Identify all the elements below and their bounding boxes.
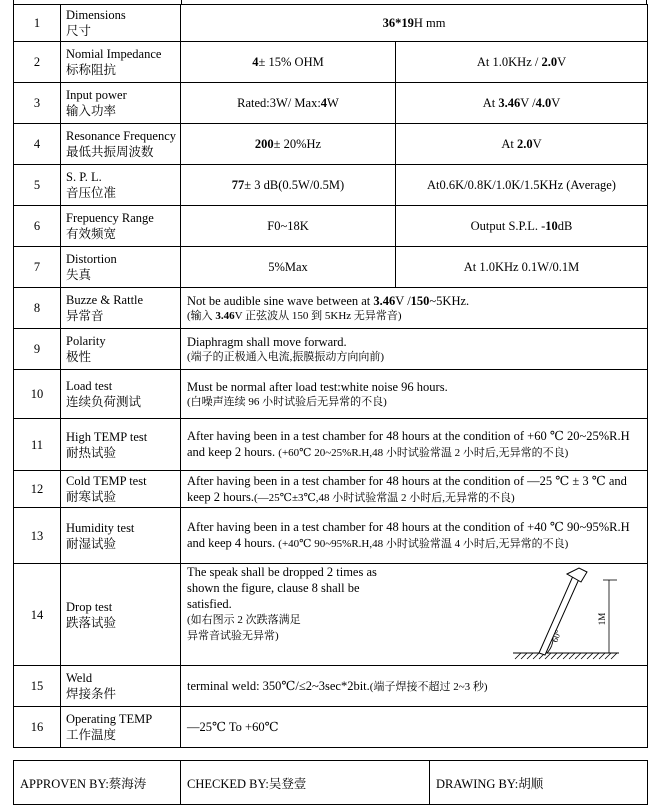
description-cn: (+40℃ 90~95%R.H,48 小时试验常温 4 小时后,无异常的不良) <box>278 538 569 550</box>
value-bold: 36*19 <box>382 16 414 30</box>
table-row <box>14 206 648 247</box>
item-name-cn: 耐湿试验 <box>66 536 117 551</box>
row-number: 9 <box>14 329 61 370</box>
value-cell <box>181 5 648 42</box>
item-name-cn: 极性 <box>66 350 92 364</box>
item-name-en: Humidity test <box>66 520 135 535</box>
description-text: ~5KHz. <box>429 293 470 308</box>
description-bold: 3.46 <box>373 293 396 308</box>
value-bold: 4 <box>252 55 259 69</box>
description-cn-line1: (如右图示 2 次跌落满足 <box>187 614 301 626</box>
drop-test-content <box>187 564 641 664</box>
table-row <box>14 83 648 124</box>
value-cell <box>181 247 396 288</box>
speaker-top <box>567 568 587 582</box>
spec-sheet <box>13 0 647 803</box>
description-cell <box>181 370 648 419</box>
row-number: 8 <box>14 288 61 329</box>
value-bold: 4 <box>320 96 328 110</box>
description-cell <box>181 471 648 508</box>
item-name-en: Load test <box>66 379 113 393</box>
row-number: 15 <box>14 666 61 707</box>
item-name-cn: 耐寒试验 <box>66 490 117 504</box>
item-name-cn: 音压位准 <box>66 186 117 200</box>
row-number: 3 <box>14 83 61 124</box>
item-name-en: Cold TEMP test <box>66 474 147 488</box>
description-cn: (+60℃ 20~25%R.H,48 小时试验常温 2 小时后,无异常的不良) <box>278 447 569 459</box>
signature-table <box>13 760 648 805</box>
condition-unit: V / <box>520 96 536 110</box>
description-en: After having been in a test chamber for 48 hours at the condition of +40 ℃ 90~95%R.H and keep 4 hours. <box>187 520 630 550</box>
item-name-en: Buzze & Rattle <box>66 293 144 307</box>
item-name <box>61 288 181 329</box>
approved-by: APPROVEN BY:蔡海涛 <box>14 761 181 805</box>
drawing-by: DRAWING BY:胡顺 <box>430 761 648 805</box>
item-name <box>61 666 181 707</box>
drop-test-figure <box>507 566 637 662</box>
drop-test-text <box>187 564 387 644</box>
item-name-cn: 异常音 <box>66 309 104 323</box>
item-name <box>61 206 181 247</box>
ground-hatch <box>515 653 617 659</box>
item-name <box>61 124 181 165</box>
spec-table <box>13 4 648 748</box>
condition-cell <box>396 124 648 165</box>
item-name <box>61 329 181 370</box>
description-bold: 3.46 <box>215 309 235 322</box>
condition-bold: 2.0 <box>516 137 533 151</box>
item-name-en: Nomial Impedance <box>66 47 162 61</box>
condition-text: At 1.0KHz / <box>476 55 542 69</box>
condition-text: At <box>482 96 499 110</box>
table-row <box>14 288 648 329</box>
value-bold: 200 <box>254 137 274 151</box>
description-cell <box>181 508 648 564</box>
item-name-en: Resonance Frequency <box>66 129 177 143</box>
item-name-cn: 最低共振周波数 <box>66 145 154 159</box>
description-cn: (白噪声连续 96 小时试验后无异常的不良) <box>187 395 387 408</box>
condition-text: At0.6K/0.8K/1.0K/1.5KHz (Average) <box>427 178 616 192</box>
condition-bold: 3.46 <box>498 96 521 110</box>
row-number: 10 <box>14 370 61 419</box>
item-name-cn: 标称阻抗 <box>66 63 117 77</box>
table-row <box>14 42 648 83</box>
table-row <box>14 329 648 370</box>
value-text: Rated:3W/ Max: <box>237 96 321 110</box>
condition-text: Output S.P.L. - <box>470 219 546 233</box>
row-number: 13 <box>14 508 61 564</box>
table-row <box>14 666 648 707</box>
row-number: 2 <box>14 42 61 83</box>
condition-unit: V <box>551 96 561 110</box>
row-number: 16 <box>14 707 61 748</box>
table-row <box>14 5 648 42</box>
item-name-en: Operating TEMP <box>66 712 153 726</box>
item-name <box>61 83 181 124</box>
value-text: 5%Max <box>268 260 308 274</box>
item-name <box>61 707 181 748</box>
condition-cell <box>396 83 648 124</box>
row-number: 14 <box>14 564 61 666</box>
row-number: 7 <box>14 247 61 288</box>
item-name-en: Distortion <box>66 252 117 266</box>
description-text: V 正弦波从 150 到 5KHz 无异常音) <box>234 309 402 322</box>
description-cn: (—25℃±3℃,48 小时试验常温 2 小时后,无异常的不良) <box>254 491 515 504</box>
description-en: —25℃ To +60℃ <box>187 720 279 734</box>
value-cell <box>181 165 396 206</box>
table-row <box>14 471 648 508</box>
item-name-en: Polarity <box>66 334 106 348</box>
description-en: Diaphragm shall move forward. <box>187 334 347 349</box>
value-unit: H mm <box>413 16 446 30</box>
description-en: Must be normal after load test:white noise 96 hours. <box>187 379 448 394</box>
description-cn <box>187 309 641 324</box>
condition-cell <box>396 206 648 247</box>
item-name <box>61 5 181 42</box>
value-cell <box>181 42 396 83</box>
description-cn: (端子焊接不超过 2~3 秒) <box>369 680 488 693</box>
description-en: After having been in a test chamber for 48 hours at the condition of —25 ℃ ± 3 ℃ and keep 2 hours. <box>187 473 627 504</box>
item-name-en: High TEMP test <box>66 429 148 444</box>
description-cell <box>181 564 648 666</box>
item-name <box>61 419 181 471</box>
item-name-cn: 输入功率 <box>66 104 117 118</box>
table-row <box>14 370 648 419</box>
description-text: V / <box>395 293 411 308</box>
item-name-cn: 焊接条件 <box>66 687 117 701</box>
item-name <box>61 370 181 419</box>
item-name-en: Dimensions <box>66 8 126 22</box>
description-cell <box>181 419 648 471</box>
item-name-cn: 失真 <box>66 268 92 282</box>
condition-unit: V <box>557 55 567 69</box>
row-number: 6 <box>14 206 61 247</box>
value-bold: 77 <box>231 178 245 192</box>
condition-cell <box>396 165 648 206</box>
description-bold: 150 <box>410 293 430 308</box>
value-rest: ± 15% OHM <box>258 55 324 69</box>
table-row <box>14 419 648 471</box>
row-number: 4 <box>14 124 61 165</box>
description-cn: (端子的正极通入电流,振膜振动方向向前) <box>187 350 385 363</box>
value-unit: ± 3 dB(0.5W/0.5M) <box>244 178 345 192</box>
table-row <box>14 707 648 748</box>
item-name <box>61 42 181 83</box>
description-cell <box>181 707 648 748</box>
description-text: (输入 <box>187 309 216 322</box>
angle-label: 60° <box>549 628 564 644</box>
description-en <box>187 293 641 309</box>
description-cell <box>181 329 648 370</box>
item-name-en: Drop test <box>66 599 113 614</box>
item-name-cn: 跌落试验 <box>66 615 117 630</box>
description-cell <box>181 288 648 329</box>
item-name-cn: 尺寸 <box>66 24 92 38</box>
description-en: After having been in a test chamber for 48 hours at the condition of +60 ℃ 20~25%R.H and keep 2 hours. <box>187 429 630 459</box>
condition-unit: V <box>532 137 542 151</box>
condition-bold: 2.0 <box>541 55 558 69</box>
item-name-en: S. P. L. <box>66 170 102 184</box>
item-name-cn: 工作温度 <box>66 728 117 742</box>
condition-unit: dB <box>557 219 573 233</box>
description-cn-line2: 异常音试验无异常) <box>187 630 279 642</box>
value-unit: W <box>327 96 339 110</box>
item-name-cn: 有效频宽 <box>66 227 117 241</box>
table-row <box>14 165 648 206</box>
table-row <box>14 508 648 564</box>
row-number: 12 <box>14 471 61 508</box>
condition-bold: 4.0 <box>535 96 552 110</box>
value-cell <box>181 83 396 124</box>
item-name-en: Frepuency Range <box>66 211 154 225</box>
description-text: Not be audible sine wave between at <box>187 293 374 308</box>
checked-by: CHECKED BY:吴登壹 <box>181 761 430 805</box>
row-number: 5 <box>14 165 61 206</box>
table-row <box>14 564 648 666</box>
item-name <box>61 471 181 508</box>
item-name <box>61 165 181 206</box>
description-cell <box>181 666 648 707</box>
item-name <box>61 564 181 666</box>
item-name-cn: 耐热试验 <box>66 445 117 460</box>
table-row <box>14 124 648 165</box>
value-cell <box>181 124 396 165</box>
table-row <box>14 247 648 288</box>
value-text: F0~18K <box>267 219 309 233</box>
condition-cell <box>396 247 648 288</box>
condition-text: At <box>501 137 517 151</box>
item-name-en: Input power <box>66 88 127 102</box>
item-name-cn: 连续负荷测试 <box>66 395 142 409</box>
value-unit: ± 20%Hz <box>273 137 322 151</box>
condition-cell <box>396 42 648 83</box>
signature-row <box>14 761 648 805</box>
condition-bold: 10 <box>545 219 558 233</box>
item-name <box>61 508 181 564</box>
condition-text: At 1.0KHz 0.1W/0.1M <box>463 260 580 274</box>
description-en: The speak shall be dropped 2 times as shown the figure, clause 8 shall be satisfied. <box>187 565 377 611</box>
description-en: terminal weld: 350℃/≤2~3sec*2bit. <box>187 678 370 693</box>
item-name <box>61 247 181 288</box>
item-name-en: Weld <box>66 671 93 685</box>
row-number: 1 <box>14 5 61 42</box>
height-label: 1M <box>597 612 608 626</box>
row-number: 11 <box>14 419 61 471</box>
value-cell <box>181 206 396 247</box>
